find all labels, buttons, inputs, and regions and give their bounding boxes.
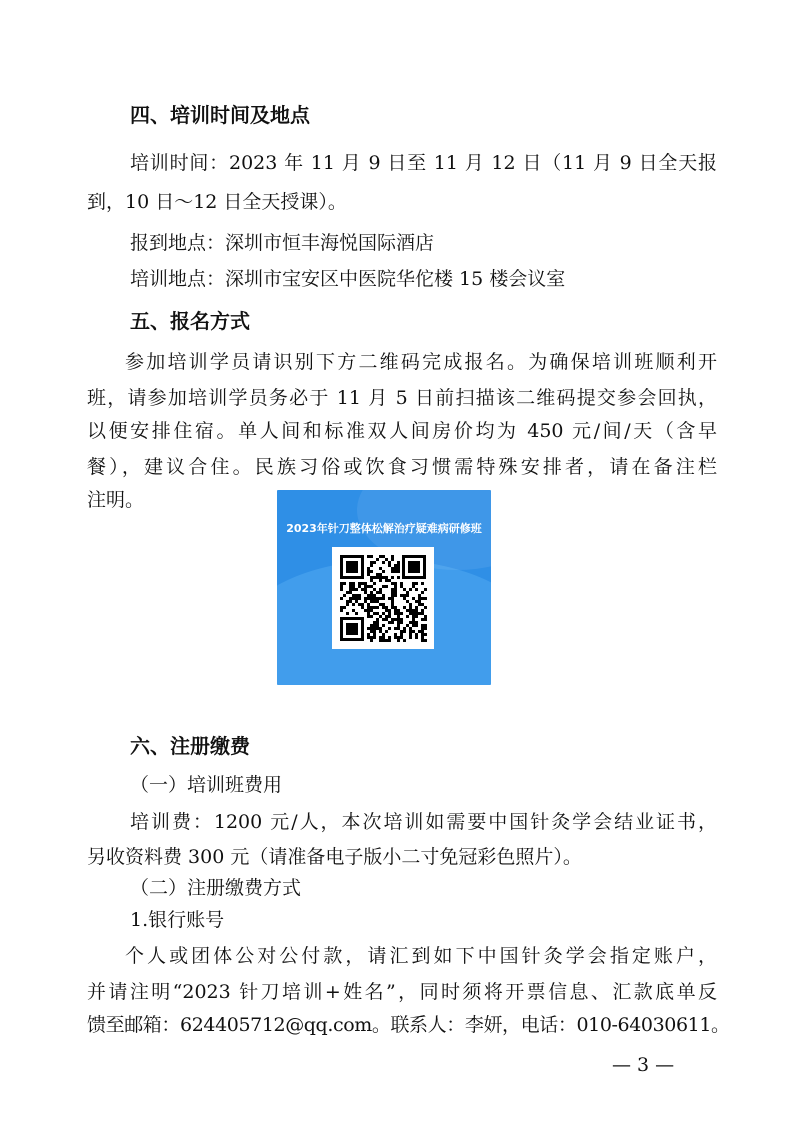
section-6-heading: 六、注册缴费	[130, 734, 250, 758]
fee-line-2: 另收资料费 300 元（请准备电子版小二寸免冠彩色照片）。	[87, 846, 582, 868]
section-5-heading: 五、报名方式	[130, 309, 250, 333]
payment-line-2: 并请注明“2023 针刀培训+姓名”，同时须将开票信息、汇款底单反	[87, 981, 717, 1003]
training-location: 培训地点：深圳市宝安区中医院华佗楼 15 楼会议室	[130, 268, 566, 290]
fee-line-1: 培训费：1200 元/人，本次培训如需要中国针灸学会结业证书，	[130, 811, 717, 833]
registration-paragraph-line-5: 注明。	[87, 489, 145, 511]
training-time-line-2: 到，10 日～12 日全天授课）。	[87, 191, 347, 213]
section-4-heading: 四、培训时间及地点	[130, 103, 310, 127]
qr-card-title: 2023年针刀整体松解治疗疑难病研修班	[286, 522, 482, 535]
registration-qr-card[interactable]	[277, 490, 491, 685]
payment-line-1: 个人或团体公对公付款，请汇到如下中国针灸学会指定账户，	[125, 945, 717, 967]
payment-subheading: （二）注册缴费方式	[130, 877, 302, 899]
registration-qr-code[interactable]	[332, 547, 434, 649]
registration-paragraph-line-2: 班，请参加培训学员务必于 11 月 5 日前扫描该二维码提交参会回执，	[87, 387, 717, 409]
training-time-line-1: 培训时间：2023 年 11 月 9 日至 11 月 12 日（11 月 9 日全天报	[130, 152, 717, 174]
bank-account-heading: 1.银行账号	[130, 909, 225, 931]
payment-line-3: 馈至邮箱：624405712@qq.com。联系人：李妍，电话：010-64030611。	[87, 1014, 730, 1036]
registration-paragraph-line-1: 参加培训学员请识别下方二维码完成报名。为确保培训班顺利开	[125, 351, 717, 373]
page-number: — 3 —	[612, 1054, 675, 1076]
qr-code-icon	[332, 547, 434, 649]
fee-subheading: （一）培训班费用	[130, 774, 283, 796]
registration-paragraph-line-4: 餐），建议合住。民族习俗或饮食习惯需特殊安排者，请在备注栏	[87, 456, 717, 478]
checkin-location: 报到地点：深圳市恒丰海悦国际酒店	[130, 232, 435, 254]
registration-paragraph-line-3: 以便安排住宿。单人间和标准双人间房价均为 450 元/间/天（含早	[87, 420, 717, 442]
